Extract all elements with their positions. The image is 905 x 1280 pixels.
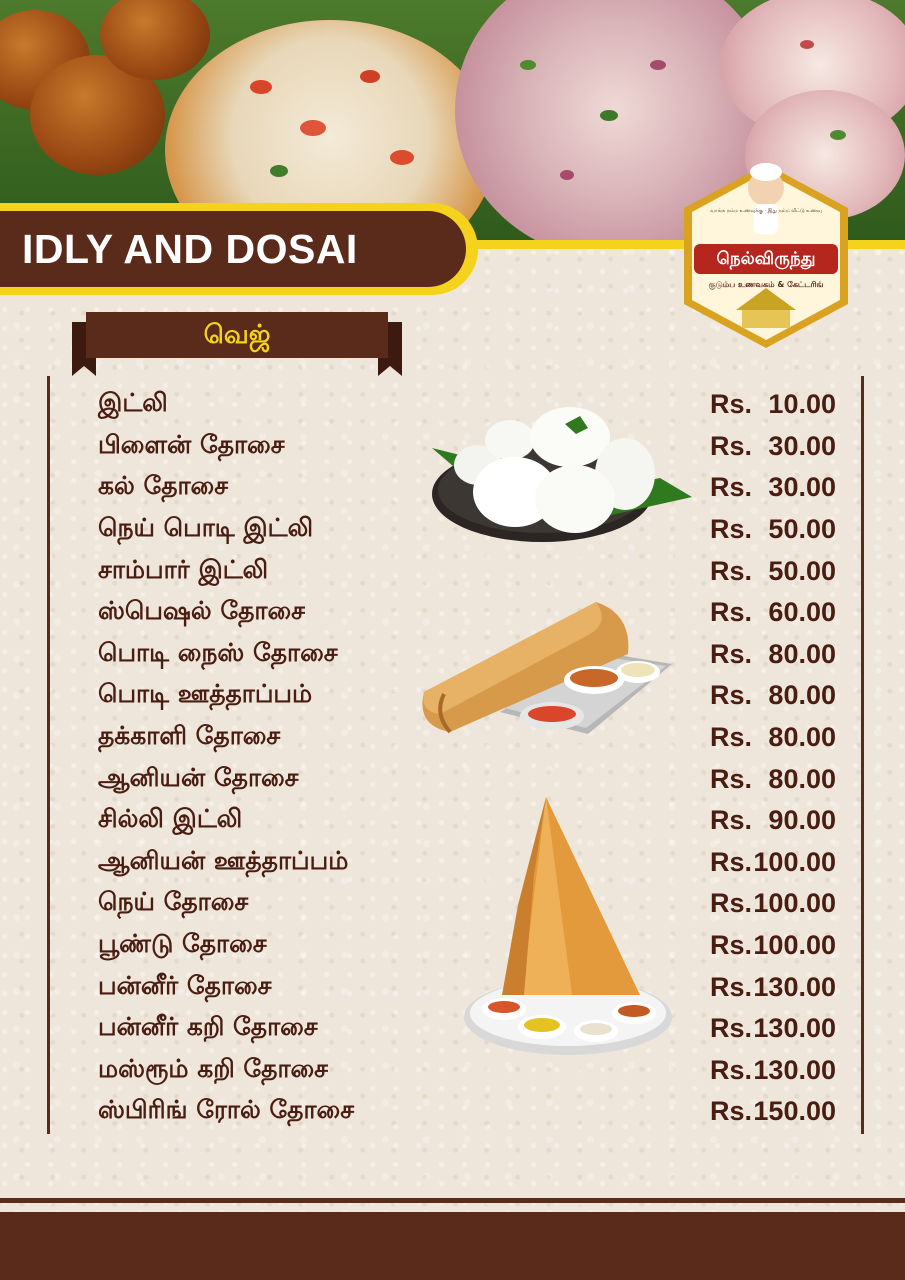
menu-item [98, 509, 838, 551]
menu-item-price [710, 431, 836, 462]
menu-item-name: நெய் தோசை [98, 887, 249, 917]
menu-item [98, 1008, 838, 1050]
price-amount: 90.00 [768, 805, 836, 836]
price-amount: 130.00 [753, 971, 836, 1002]
menu-item-name: தக்காளி தோசை [98, 721, 281, 751]
menu-item [98, 675, 838, 717]
price-currency: Rs. [710, 638, 753, 669]
price-currency: Rs. [710, 1013, 753, 1044]
price-currency: Rs. [710, 472, 753, 503]
price-amount: 100.00 [753, 930, 836, 961]
menu-item [98, 384, 838, 426]
menu-item-name: பொடி நைஸ் தோசை [98, 637, 338, 667]
menu-item [98, 800, 838, 842]
menu-item-price [710, 888, 836, 919]
menu-frame-right [861, 376, 864, 1134]
menu-item [98, 634, 838, 676]
price-currency: Rs. [710, 930, 753, 961]
price-amount: 50.00 [768, 514, 836, 545]
menu-item [98, 758, 838, 800]
menu-item-name: ஆனியன் தோசை [98, 762, 299, 792]
price-amount: 10.00 [768, 389, 836, 420]
menu-item-name: மஸ்ரூம் கறி தோசை [98, 1053, 329, 1083]
menu-item-price [710, 722, 836, 753]
menu-item-price [710, 514, 836, 545]
menu-item-name: ஆனியன் ஊத்தாப்பம் [98, 845, 349, 875]
menu-item [98, 717, 838, 759]
price-amount: 80.00 [768, 680, 836, 711]
price-currency: Rs. [710, 514, 753, 545]
menu-item-price [710, 389, 836, 420]
menu-item-price [710, 639, 836, 670]
price-currency: Rs. [710, 971, 753, 1002]
price-amount: 130.00 [753, 1013, 836, 1044]
menu-item [98, 883, 838, 925]
menu-item-name: பன்னீர் கறி தோசை [98, 1012, 318, 1042]
menu-item-name: இட்லி [98, 388, 168, 418]
menu-item-name: பூண்டு தோசை [98, 929, 267, 959]
restaurant-logo [676, 160, 856, 352]
menu-item-price [710, 847, 836, 878]
menu-list [98, 384, 838, 1133]
price-currency: Rs. [710, 888, 753, 919]
price-currency: Rs. [710, 805, 753, 836]
title-ribbon [0, 211, 466, 287]
menu-item-price [710, 1096, 836, 1127]
section-title: வெஜ் [203, 320, 271, 350]
menu-item [98, 925, 838, 967]
menu-item [98, 1050, 838, 1092]
menu-item-name: பிளைன் தோசை [98, 429, 285, 459]
menu-item-price [710, 680, 836, 711]
price-currency: Rs. [710, 555, 753, 586]
menu-item [98, 842, 838, 884]
price-currency: Rs. [710, 389, 753, 420]
logo-tagline: குடும்ப உணவகம் & கேட்டரிங் [708, 280, 824, 289]
menu-item-name: கல் தோசை [98, 471, 229, 501]
menu-item-price [710, 930, 836, 961]
price-currency: Rs. [710, 1054, 753, 1085]
price-currency: Rs. [710, 846, 753, 877]
price-amount: 150.00 [753, 1096, 836, 1127]
price-currency: Rs. [710, 597, 753, 628]
price-amount: 100.00 [753, 846, 836, 877]
menu-item [98, 1091, 838, 1133]
price-amount: 100.00 [753, 888, 836, 919]
menu-item [98, 550, 838, 592]
menu-item-name: சில்லி இட்லி [98, 804, 243, 834]
menu-item [98, 592, 838, 634]
price-currency: Rs. [710, 722, 753, 753]
menu-item-name: சாம்பார் இட்லி [98, 554, 269, 584]
menu-item-price [710, 764, 836, 795]
logo-top-text: வாங்க நம்ம உணவுக்கு · இது நம்ம வீட்டு உணவு [710, 208, 822, 214]
menu-item-price [710, 1055, 836, 1086]
price-amount: 80.00 [768, 722, 836, 753]
menu-item-name: ஸ்பிரிங் ரோல் தோசை [98, 1095, 355, 1125]
menu-item-price [710, 972, 836, 1003]
price-amount: 80.00 [768, 638, 836, 669]
menu-item-price [710, 472, 836, 503]
menu-item-price [710, 805, 836, 836]
price-currency: Rs. [710, 763, 753, 794]
menu-frame-left [47, 376, 50, 1134]
footer-bar [0, 1212, 905, 1280]
menu-item [98, 467, 838, 509]
menu-item [98, 966, 838, 1008]
menu-item-name: பொடி ஊத்தாப்பம் [98, 679, 313, 709]
price-amount: 60.00 [768, 597, 836, 628]
price-amount: 130.00 [753, 1054, 836, 1085]
menu-item-name: பன்னீர் தோசை [98, 970, 272, 1000]
footer-line [0, 1198, 905, 1203]
price-currency: Rs. [710, 1096, 753, 1127]
menu-item-price [710, 597, 836, 628]
price-amount: 80.00 [768, 763, 836, 794]
menu-item-price [710, 1013, 836, 1044]
price-currency: Rs. [710, 430, 753, 461]
menu-item-name: ஸ்பெஷல் தோசை [98, 596, 305, 626]
price-amount: 50.00 [768, 555, 836, 586]
price-amount: 30.00 [768, 472, 836, 503]
price-currency: Rs. [710, 680, 753, 711]
menu-item-price [710, 556, 836, 587]
page-title: IDLY AND DOSAI [22, 225, 358, 272]
price-amount: 30.00 [768, 430, 836, 461]
logo-name: நெல்விருந்து [716, 249, 816, 269]
menu-item-name: நெய் பொடி இட்லி [98, 513, 314, 543]
menu-item [98, 426, 838, 468]
